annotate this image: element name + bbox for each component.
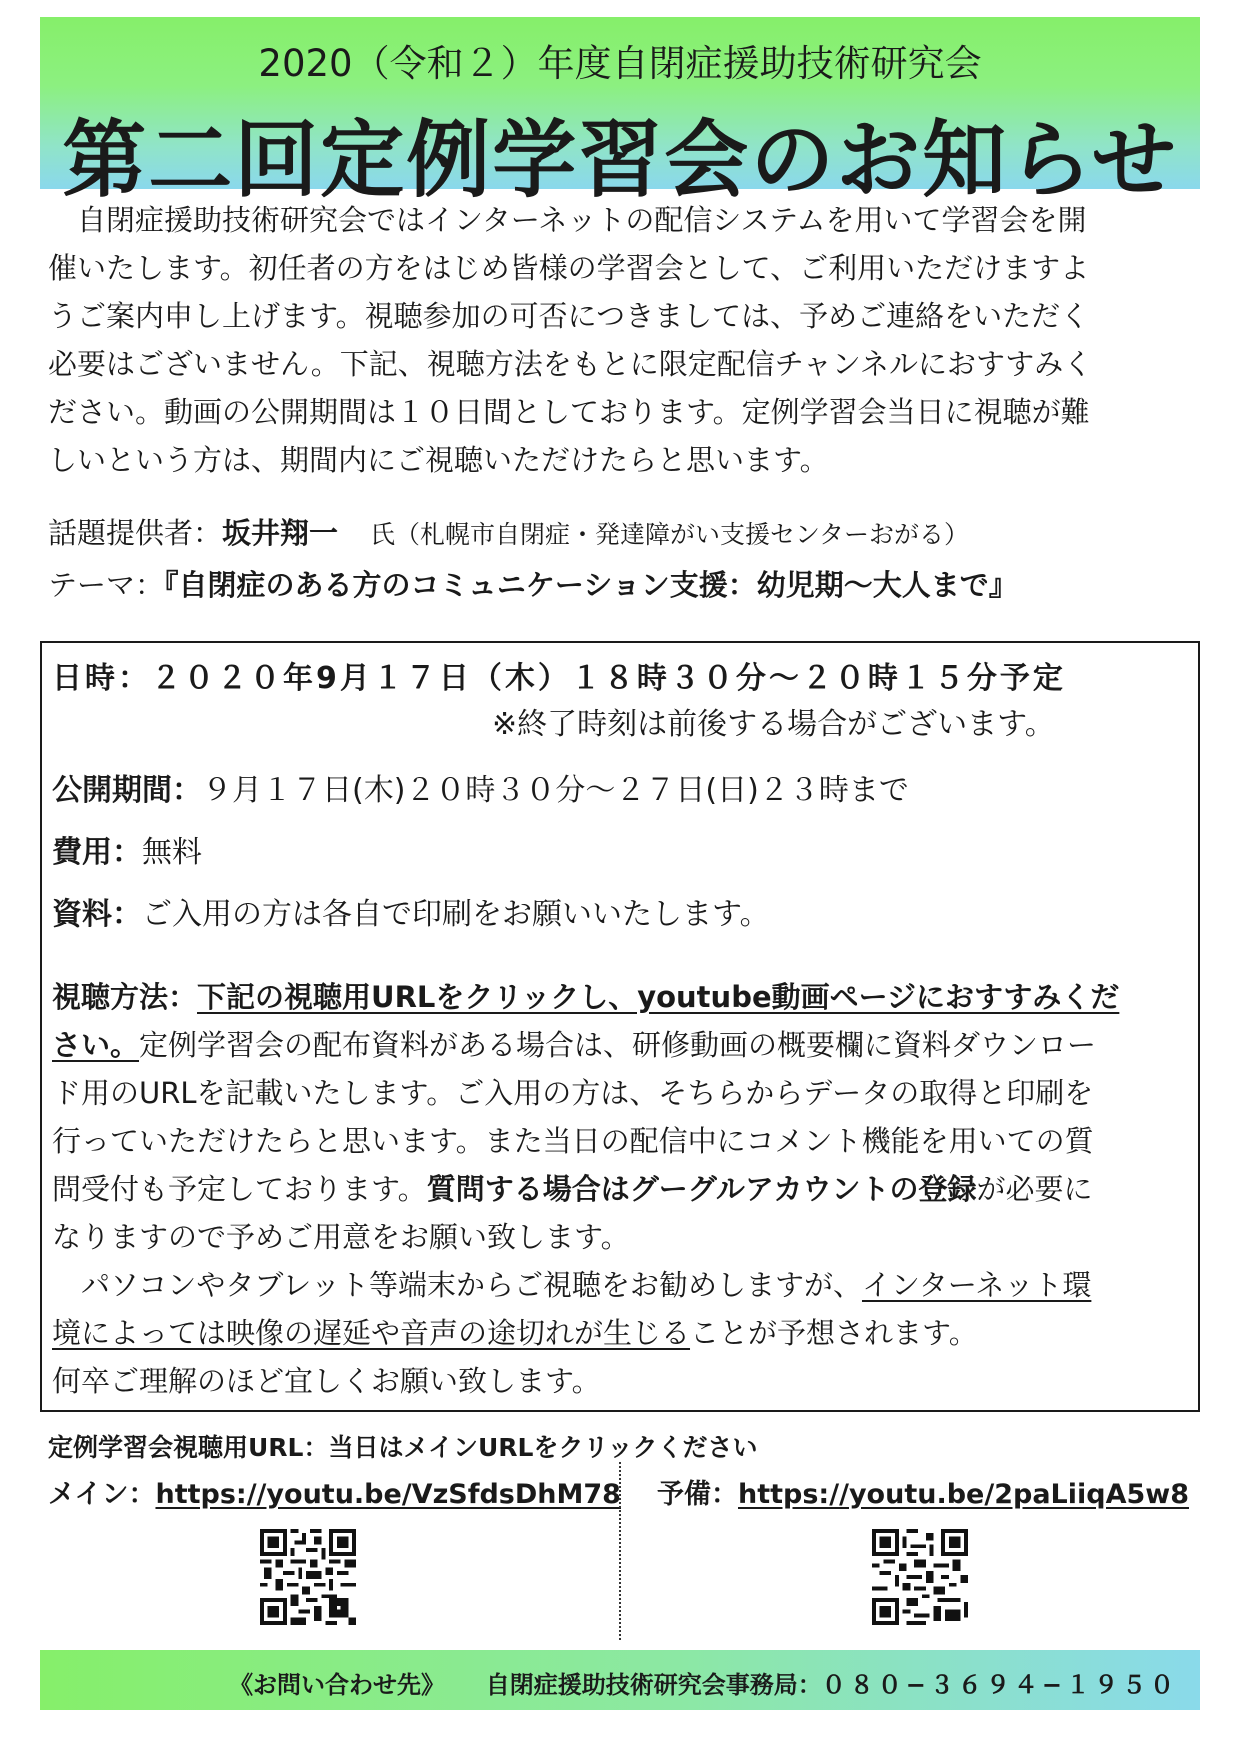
intro-line: 催いたします。初任者の方をはじめ皆様の学習会として、ご利用いただけますよ xyxy=(48,251,1090,285)
event-datetime: 日時：２０２０年9月１７日（木）１８時３０分〜２０時１５分予定 xyxy=(52,661,1066,696)
cost xyxy=(52,827,202,871)
contact-phone: ０８０−３６９４−１９５０ xyxy=(821,1671,1178,1699)
qr-graphic xyxy=(260,1529,356,1625)
main-qr-code-icon[interactable] xyxy=(260,1529,356,1625)
method-label: 視聴方法： xyxy=(52,980,198,1014)
intro-line: 自閉症援助技術研究会ではインターネットの配信システムを用いて学習会を開 xyxy=(77,203,1087,237)
page-title: 第二回定例学習会のお知らせ xyxy=(62,111,1178,209)
backup-url-row xyxy=(657,1472,1189,1511)
speaker-affiliation: 氏（札幌市自閉症・発達障がい支援センターおがる） xyxy=(370,520,970,549)
backup-url-label: 予備： xyxy=(657,1479,738,1510)
viewing-method xyxy=(52,973,1192,1405)
theme-label: テーマ： xyxy=(48,568,165,602)
method-text: なりますので予めご用意をお願い致します。 xyxy=(52,1220,630,1254)
method-text: 何卒ご理解のほど宜しくお願い致します。 xyxy=(52,1364,601,1398)
method-text: が必要に xyxy=(976,1172,1093,1206)
method-text: パソコンやタブレット等端末からご視聴をお勧めしますが、 xyxy=(81,1268,862,1302)
intro-line: 必要はございません。下記、視聴方法をもとに限定配信チャンネルにおすすみく xyxy=(48,347,1093,381)
period-value: ９月１７日(木)２０時３０分〜２７日(日)２３時まで xyxy=(202,773,909,808)
method-text: ド用のURLを記載いたします。ご入用の方は、そちらからデータの取得と印刷を xyxy=(52,1076,1094,1110)
contact-office: 自閉症援助技術研究会事務局： xyxy=(485,1671,822,1699)
main-url-row xyxy=(48,1472,621,1511)
network-warning-cont: 境によっては映像の遅延や音声の途切れが生じる xyxy=(52,1316,691,1350)
method-text: 定例学習会の配布資料がある場合は、研修動画の概要欄に資料ダウンロー xyxy=(139,1028,1097,1062)
period-label: 公開期間： xyxy=(52,773,202,808)
speaker-label: 話題提供者： xyxy=(48,516,223,550)
cost-label: 費用： xyxy=(52,835,142,870)
main-url-link[interactable]: https://youtu.be/VzSfdsDhM78 xyxy=(155,1479,621,1510)
intro-line: うご案内申し上げます。視聴参加の可否につきましては、予めご連絡をいただく xyxy=(48,299,1090,333)
event-details-box xyxy=(40,641,1200,1412)
materials xyxy=(52,889,770,933)
method-instruction-end: さい。 xyxy=(52,1028,140,1062)
intro-line: ださい。動画の公開期間は１０日間としております。定例学習会当日に視聴が難 xyxy=(48,395,1090,429)
method-text: 行っていただけたらと思います。また当日の配信中にコメント機能を用いての質 xyxy=(52,1124,1094,1158)
url-heading: 定例学習会視聴用URL：当日はメインURLをクリックください xyxy=(48,1433,758,1462)
network-warning: インターネット環 xyxy=(861,1268,1092,1302)
materials-value: ご入用の方は各自で印刷をお願いいたします。 xyxy=(142,897,770,932)
backup-url-link[interactable]: https://youtu.be/2paLiiqA5w8 xyxy=(738,1479,1189,1510)
qr-graphic xyxy=(872,1529,968,1625)
materials-label: 資料： xyxy=(52,897,142,932)
header-banner xyxy=(40,17,1200,209)
intro-line: しいという方は、期間内にご視聴いただけたらと思います。 xyxy=(48,443,829,477)
publication-period xyxy=(52,765,909,809)
cost-value: 無料 xyxy=(142,835,202,870)
google-account-note: 質問する場合はグーグルアカウントの登録 xyxy=(426,1172,977,1206)
method-text: 問受付も予定しております。 xyxy=(52,1172,427,1206)
backup-qr-code-icon[interactable] xyxy=(872,1529,968,1625)
method-text: ことが予想されます。 xyxy=(690,1316,978,1350)
end-time-note: ※終了時刻は前後する場合がございます。 xyxy=(492,707,1055,742)
speaker-info xyxy=(48,508,1208,610)
contact-footer xyxy=(40,1650,1200,1710)
main-url-label: メイン： xyxy=(48,1479,156,1510)
speaker-name: 坂井翔一 xyxy=(222,516,339,550)
intro-paragraph xyxy=(48,196,1198,484)
url-divider xyxy=(619,1462,621,1640)
header-subtitle: 2020（令和２）年度自閉症援助技術研究会 xyxy=(258,42,982,85)
method-instruction: 下記の視聴用URLをクリックし、youtube動画ページにおすすみくだ xyxy=(197,980,1120,1014)
theme-title: 『自閉症のある方のコミュニケーション支援：幼児期〜大人まで』 xyxy=(164,568,1018,602)
contact-label: 《お問い合わせ先》 xyxy=(229,1671,446,1699)
